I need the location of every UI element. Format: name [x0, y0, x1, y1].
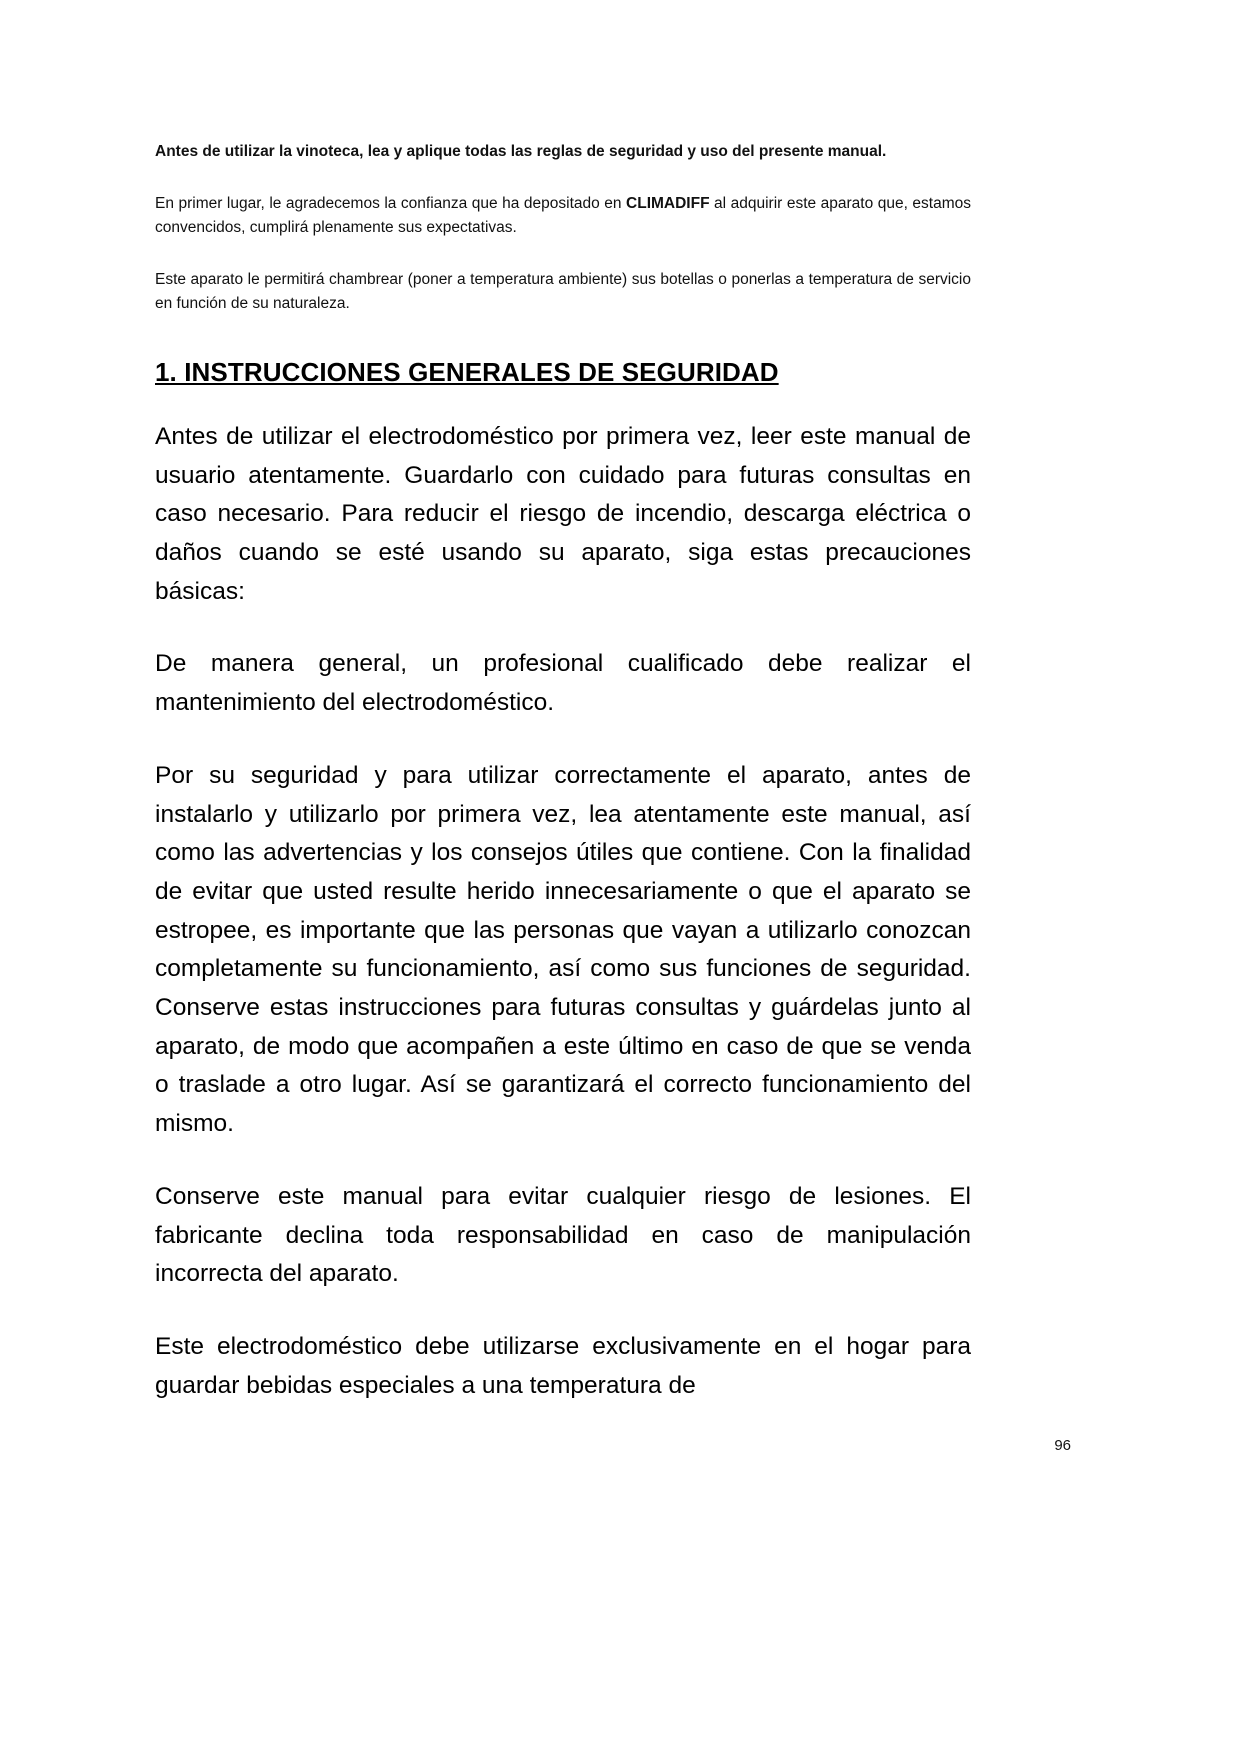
spacer [155, 316, 971, 356]
spacer [155, 723, 971, 757]
thanks-text-part1: En primer lugar, le agradecemos la confianza que ha depositado en [155, 195, 627, 213]
spacer [155, 1294, 971, 1328]
spacer [155, 611, 971, 645]
chambrear-paragraph: Este aparato le permitirá chambrear (poner a temperatura ambiente) sus botellas o ponerlas a temperatura de servicio en función de su naturaleza. [155, 271, 971, 313]
spacer [155, 240, 971, 268]
brand-name: CLIMADIFF [626, 195, 710, 213]
page-number: 96 [1054, 1437, 1071, 1454]
body-paragraph-2: De manera general, un profesional cualificado debe realizar el mantenimiento del electrodoméstico. [155, 650, 971, 717]
body-paragraph-1: Antes de utilizar el electrodoméstico por primera vez, leer este manual de usuario atentamente. Guardarlo con cuidado para futuras consultas en caso necesario. Para reducir el riesgo de incendio, descarga eléctrica o daños cuando se esté usando su aparato, siga estas precauciones básicas: [155, 422, 971, 605]
spacer [155, 390, 971, 418]
thanks-text-part2: al adquirir este aparato que, estamos convencidos, cumplirá plenamente sus expectativas. [155, 195, 971, 237]
body-paragraph-3: Por su seguridad y para utilizar correctamente el aparato, antes de instalarlo y utilizarlo por primera vez, lea atentamente este manual, así como las advertencias y los consejos útiles que contiene. Con la finalidad de evitar que usted resulte herido innecesariamente o que el aparato se estropee, es importante que las personas que vayan a utilizarlo conozcan completamente su funcionamiento, así como sus funciones de seguridad. Conserve estas instrucciones para futuras consultas y guárdelas junto al aparato, de modo que acompañen a este último en caso de que se venda o traslade a otro lugar. Así se garantizará el correcto funcionamiento del mismo. [155, 761, 971, 1138]
section-title: 1. INSTRUCCIONES GENERALES DE SEGURIDAD [155, 357, 779, 388]
thanks-paragraph [155, 192, 971, 240]
spacer [155, 164, 971, 192]
intro-bold-paragraph: Antes de utilizar la vinoteca, lea y aplique todas las reglas de seguridad y uso del presente manual. [155, 143, 887, 160]
body-paragraph-4: Conserve este manual para evitar cualquier riesgo de lesiones. El fabricante declina toda responsabilidad en caso de manipulación incorrecta del aparato. [155, 1182, 971, 1288]
spacer [155, 1144, 971, 1178]
body-paragraph-5: Este electrodoméstico debe utilizarse exclusivamente en el hogar para guardar bebidas especiales a una temperatura de [155, 1332, 971, 1399]
page-content [155, 140, 971, 1405]
